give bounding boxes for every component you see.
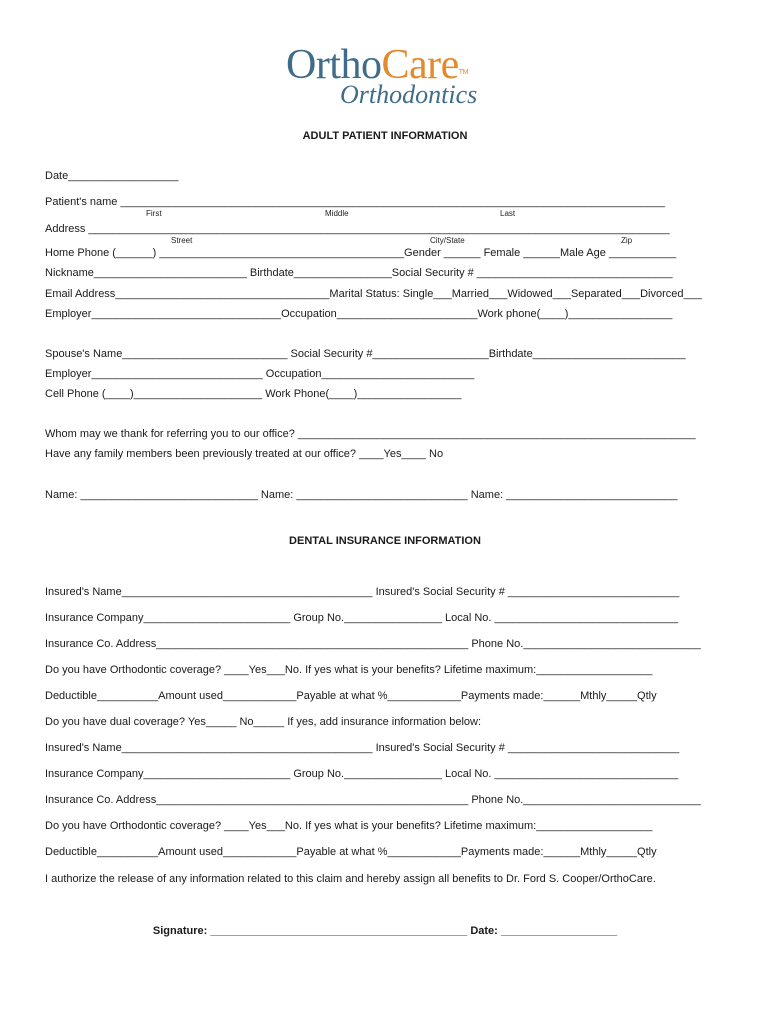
middle-name-caption: Middle <box>325 209 349 218</box>
home-phone-gender-age-row[interactable]: Home Phone (______) ________________________________________Gender ______ Female ______Male Age ___________ <box>45 247 677 259</box>
logo-ortho: Ortho <box>286 42 382 88</box>
logo-trademark: TM <box>458 69 468 76</box>
logo-care: Care <box>381 42 459 88</box>
insured-name-row-1[interactable]: Insured's Name_________________________________________ Insured's Social Security # ____________________________ <box>45 586 680 598</box>
city-state-caption: City/State <box>430 236 465 245</box>
address-field[interactable]: Address _______________________________________________________________________________________________ <box>45 223 670 235</box>
orthocare-logo <box>0 40 770 120</box>
deductible-row-1[interactable]: Deductible__________Amount used____________Payable at what %____________Payments made:______Mthly_____Qtly <box>45 690 657 702</box>
ortho-coverage-row-2[interactable]: Do you have Orthodontic coverage? ____Yes___No. If yes what is your benefits? Lifetime maximum:___________________ <box>45 820 653 832</box>
first-name-caption: First <box>146 209 162 218</box>
patient-name-field[interactable]: Patient's name _________________________________________________________________________________________ <box>45 196 665 208</box>
insurance-company-row-1[interactable]: Insurance Company________________________ Group No.________________ Local No. ______________________________ <box>45 612 679 624</box>
nickname-birthdate-ssn-row[interactable]: Nickname_________________________ Birthdate________________Social Security # ________________________________ <box>45 267 673 279</box>
logo-subtitle: Orthodontics <box>340 80 478 109</box>
date-field[interactable]: Date__________________ <box>45 170 179 182</box>
spouse-name-row[interactable]: Spouse's Name___________________________ Social Security #___________________Birthdate_________________________ <box>45 348 686 360</box>
family-treated-row[interactable]: Have any family members been previously treated at our office? ____Yes____ No <box>45 448 444 460</box>
email-marital-row[interactable]: Email Address___________________________________Marital Status: Single___Married___Widowed___Separated___Divorced___ <box>45 288 702 300</box>
insurance-address-row-2[interactable]: Insurance Co. Address___________________________________________________ Phone No._____________________________ <box>45 794 701 806</box>
deductible-row-2[interactable]: Deductible__________Amount used____________Payable at what %____________Payments made:______Mthly_____Qtly <box>45 846 657 858</box>
dual-coverage-row[interactable]: Do you have dual coverage? Yes_____ No_____ If yes, add insurance information below: <box>45 716 482 728</box>
last-name-caption: Last <box>500 209 516 218</box>
insurance-company-row-2[interactable]: Insurance Company________________________ Group No.________________ Local No. ______________________________ <box>45 768 679 780</box>
street-caption: Street <box>171 236 193 245</box>
zip-caption: Zip <box>621 236 633 245</box>
family-names-row[interactable]: Name: _____________________________ Name: ____________________________ Name: ____________________________ <box>45 489 678 501</box>
referral-field[interactable]: Whom may we thank for referring you to our office? _________________________________________________________________ <box>45 428 696 440</box>
signature-date-row[interactable]: Signature: __________________________________________ Date: ___________________ <box>152 925 618 937</box>
employer-occupation-row[interactable]: Employer_______________________________Occupation_______________________Work phone(____)_________________ <box>45 308 673 320</box>
authorization-statement: I authorize the release of any information related to this claim and hereby assign all benefits to Dr. Ford S. Cooper/OrthoCare. <box>45 873 656 885</box>
spouse-phone-row[interactable]: Cell Phone (____)_____________________ Work Phone(____)_________________ <box>45 388 462 400</box>
ortho-coverage-row-1[interactable]: Do you have Orthodontic coverage? ____Yes___No. If yes what is your benefits? Lifetime maximum:___________________ <box>45 664 653 676</box>
spouse-employer-row[interactable]: Employer____________________________ Occupation_________________________ <box>45 368 475 380</box>
insured-name-row-2[interactable]: Insured's Name_________________________________________ Insured's Social Security # ____________________________ <box>45 742 680 754</box>
adult-patient-heading: ADULT PATIENT INFORMATION <box>302 130 468 142</box>
dental-insurance-heading: DENTAL INSURANCE INFORMATION <box>289 535 481 547</box>
insurance-address-row-1[interactable]: Insurance Co. Address___________________________________________________ Phone No._____________________________ <box>45 638 701 650</box>
